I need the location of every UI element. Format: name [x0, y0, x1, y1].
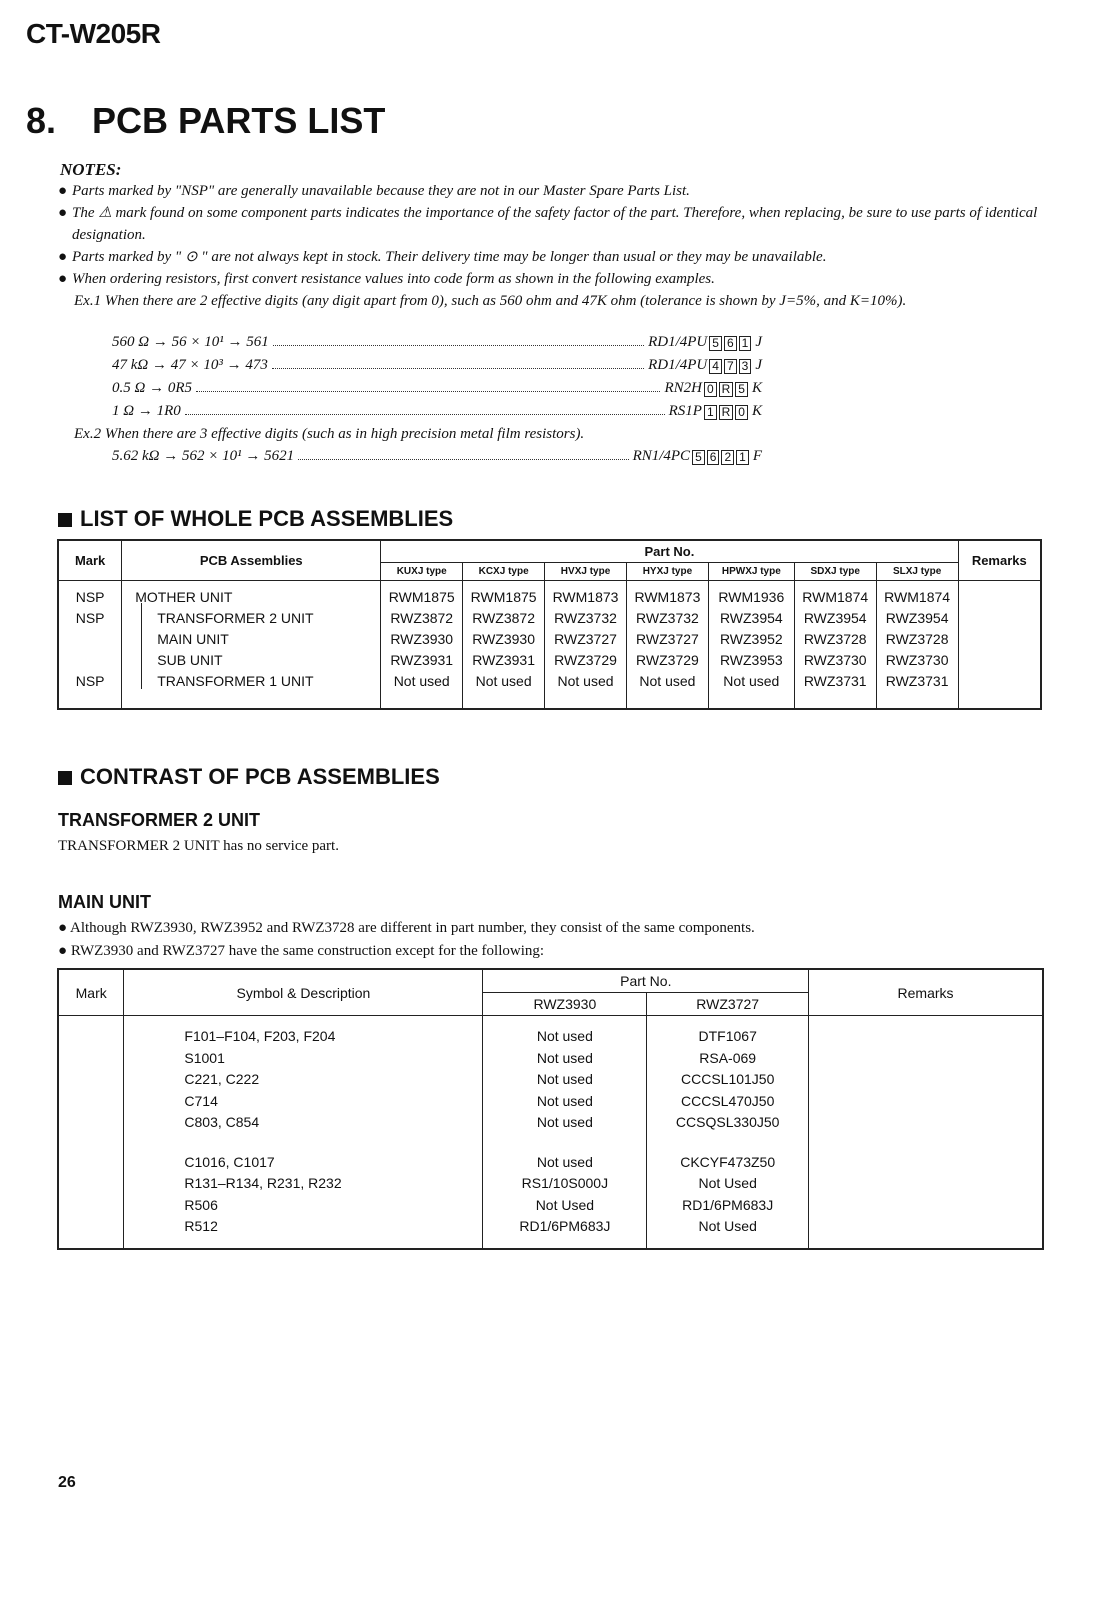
assembly-name: TRANSFORMER 1 UNIT	[157, 673, 314, 689]
part-col	[381, 581, 463, 709]
col-header-type: HPWXJ type	[708, 563, 794, 581]
example-code: RD1/4PU	[648, 334, 708, 350]
table-value: DTF1067	[698, 1028, 757, 1044]
part-number: RWZ3727	[554, 631, 617, 647]
assembly-name: TRANSFORMER 2 UNIT	[157, 610, 314, 626]
assembly-name: MOTHER UNIT	[135, 589, 233, 605]
table-value: Not used	[536, 1049, 593, 1066]
code-digit-box: 1	[736, 450, 749, 465]
part-number: RWZ3731	[885, 673, 949, 689]
assembly-name: MAIN UNIT	[157, 631, 229, 647]
part-col	[794, 581, 876, 709]
code-digit-box: 6	[707, 450, 720, 465]
table-value: R512	[184, 1218, 218, 1234]
part-number: RWZ3930	[472, 631, 536, 647]
col-header-mark: Mark	[58, 969, 124, 1016]
remarks-cell	[958, 581, 1041, 709]
part-number: RWM1873	[552, 589, 619, 605]
table-value: Not Used	[698, 1175, 757, 1191]
col-header-rwz3930: RWZ3930	[483, 993, 647, 1016]
table-value: R131–R134, R231, R232	[184, 1175, 342, 1191]
part-number: RWZ3731	[803, 673, 867, 689]
example-code: RD1/4PU	[648, 357, 708, 373]
example-suffix: J	[755, 334, 762, 350]
mark-cell	[58, 1016, 124, 1249]
leader-dots	[298, 459, 628, 460]
notes-heading: NOTES:	[60, 160, 122, 179]
transformer2-text: TRANSFORMER 2 UNIT has no service part.	[58, 838, 339, 854]
table-value: Not used	[536, 1071, 593, 1087]
col-header-part-no: Part No.	[483, 969, 809, 993]
page-number: 26	[58, 1474, 76, 1491]
col-header-type: HVXJ type	[545, 563, 627, 581]
part-number: RWM1875	[388, 589, 455, 605]
code-digit-box: R	[719, 382, 734, 397]
example-1-text: Ex.1 When there are 2 effective digits (any digit apart from 0), such as 560 ohm and 47K ohm (tolerance is shown by J=5%, and K=10%).	[74, 293, 907, 309]
table-value: RD1/6PM683J	[682, 1196, 774, 1213]
note-item: ● The ⚠ mark found on some component parts indicates the importance of the safety factor of the part. Therefore, when replacing, be sure to use parts of identical designation.	[58, 205, 1038, 243]
col-header-symbol: Symbol & Description	[124, 969, 483, 1016]
code-digit-box: 1	[704, 405, 717, 420]
code-digit-box: 0	[704, 382, 717, 397]
rwz3930-cell	[483, 1016, 647, 1249]
table-value: CCCSL470J50	[680, 1092, 775, 1109]
col-header-type: KCXJ type	[463, 563, 545, 581]
example-left: 560 Ω → 56 × 10¹ → 561	[112, 334, 269, 350]
code-digit-box: 5	[735, 382, 748, 397]
table-value: RS1/10S000J	[521, 1175, 609, 1191]
col-header-rwz3727: RWZ3727	[647, 993, 809, 1016]
section-title	[26, 100, 385, 142]
example-code: RN2H	[664, 380, 702, 396]
main-unit-bullet: ● RWZ3930 and RWZ3727 have the same construction except for the following:	[58, 943, 545, 959]
part-number: Not used	[475, 673, 532, 689]
part-number: RWZ3730	[885, 652, 949, 668]
rwz3727-cell	[647, 1016, 809, 1249]
leader-dots	[185, 414, 665, 415]
part-number: RWM1874	[884, 589, 951, 605]
part-number: RWM1936	[718, 589, 785, 605]
model-number: CT-W205R	[26, 18, 161, 49]
part-number: RWZ3732	[636, 610, 699, 626]
main-unit-title: MAIN UNIT	[58, 892, 151, 912]
code-digit-box: 5	[709, 336, 722, 351]
part-number: RWM1873	[634, 589, 701, 605]
col-header-remarks: Remarks	[809, 969, 1043, 1016]
note-item: ● When ordering resistors, first convert resistance values into code form as shown in the following examples.	[58, 271, 715, 287]
code-digit-box: 4	[709, 359, 722, 374]
note-item: ● Parts marked by " ⊙ " are not always kept in stock. Their delivery time may be longer than usual or they may be unavailable.	[58, 249, 827, 265]
part-number: RWZ3872	[390, 610, 454, 626]
col-header-mark: Mark	[58, 540, 122, 581]
col-header-remarks: Remarks	[958, 540, 1041, 581]
symbol-cell	[124, 1016, 483, 1249]
code-digit-box: 0	[735, 405, 748, 420]
example-suffix: J	[755, 357, 762, 373]
part-number: RWZ3728	[885, 631, 949, 647]
table-value: Not Used	[698, 1218, 757, 1234]
part-number: RWZ3729	[636, 652, 699, 668]
part-number: RWZ3952	[719, 631, 783, 647]
example-2-text: Ex.2 When there are 3 effective digits (such as in high precision metal film resistors).	[74, 426, 585, 442]
table-value: Not used	[536, 1028, 593, 1044]
table-value: F101–F104, F203, F204	[184, 1028, 336, 1044]
col-header-type: SLXJ type	[876, 563, 958, 581]
whole-pcb-table	[57, 539, 1042, 710]
part-number: RWZ3729	[554, 652, 617, 668]
part-number: RWM1874	[802, 589, 869, 605]
col-header-type: HYXJ type	[626, 563, 708, 581]
table-value: CCSQSL330J50	[675, 1114, 780, 1130]
note-item: ● Parts marked by "NSP" are generally unavailable because they are not in our Master Spare Parts List.	[58, 183, 690, 199]
whole-list-heading: LIST OF WHOLE PCB ASSEMBLIES	[58, 506, 453, 532]
part-number: RWZ3954	[719, 610, 783, 626]
example-suffix: K	[751, 380, 762, 396]
mark-value	[62, 629, 118, 650]
example-left: 5.62 kΩ → 562 × 10¹ → 5621	[112, 448, 295, 464]
col-header-type: SDXJ type	[794, 563, 876, 581]
table-value: C221, C222	[184, 1071, 260, 1087]
table-value: CCCSL101J50	[680, 1071, 775, 1087]
part-number: RWM1875	[470, 589, 537, 605]
code-digit-box: 3	[739, 359, 752, 374]
example-left: 47 kΩ → 47 × 10³ → 473	[112, 357, 268, 373]
example-row	[112, 380, 762, 397]
table-value: C714	[184, 1092, 218, 1109]
part-col	[626, 581, 708, 709]
mark-value: NSP	[75, 589, 105, 605]
part-col	[708, 581, 794, 709]
part-number: Not used	[557, 673, 614, 689]
table-value: Not used	[536, 1153, 593, 1170]
assemblies-cell	[122, 581, 381, 709]
part-number: RWZ3954	[885, 610, 949, 626]
part-number: RWZ3953	[719, 652, 783, 668]
code-digit-box: 7	[724, 359, 737, 374]
part-number: Not used	[639, 673, 696, 689]
col-header-part-no: Part No.	[381, 540, 958, 563]
part-number: RWZ3732	[554, 610, 617, 626]
table-value: Not used	[536, 1114, 593, 1130]
main-unit-table	[57, 968, 1044, 1250]
example-suffix: F	[752, 448, 762, 464]
example-row	[112, 357, 762, 374]
part-number: RWZ3727	[636, 631, 699, 647]
example-suffix: K	[751, 403, 762, 419]
mark-value: NSP	[75, 673, 105, 689]
part-number: Not used	[723, 673, 780, 689]
table-value: C803, C854	[184, 1114, 260, 1130]
example-code: RS1P	[668, 403, 702, 419]
example-code: RN1/4PC	[632, 448, 691, 464]
section-number: 8.	[26, 100, 57, 141]
table-value: CKCYF473Z50	[680, 1153, 776, 1170]
part-col	[876, 581, 958, 709]
part-col	[463, 581, 545, 709]
table-value: RSA-069	[699, 1049, 757, 1066]
mark-value	[62, 650, 118, 671]
example-row	[112, 334, 762, 351]
table-value: RD1/6PM683J	[519, 1218, 611, 1234]
part-number: RWZ3930	[390, 631, 454, 647]
part-number: RWZ3931	[390, 652, 454, 668]
remarks-cell	[809, 1016, 1043, 1249]
tree-trunk	[141, 603, 142, 689]
table-value: R506	[184, 1196, 218, 1213]
code-digit-box: 1	[739, 336, 752, 351]
part-number: RWZ3954	[803, 610, 867, 626]
code-digit-box: 5	[692, 450, 705, 465]
table-value: C1016, C1017	[184, 1153, 275, 1170]
col-header-type: KUXJ type	[381, 563, 463, 581]
leader-dots	[273, 345, 644, 346]
code-digit-box: R	[719, 405, 734, 420]
part-number: RWZ3728	[803, 631, 867, 647]
example-left: 1 Ω → 1R0	[112, 403, 181, 419]
col-header-assemblies: PCB Assemblies	[122, 540, 381, 581]
code-digit-box: 6	[724, 336, 737, 351]
part-number: RWZ3730	[803, 652, 867, 668]
assembly-name: SUB UNIT	[157, 652, 223, 668]
leader-dots	[272, 368, 644, 369]
mark-cell	[58, 581, 122, 709]
main-unit-bullet: ● Although RWZ3930, RWZ3952 and RWZ3728 are different in part number, they consist of the same components.	[58, 920, 755, 936]
table-value: S1001	[184, 1049, 225, 1066]
code-digit-box: 2	[721, 450, 734, 465]
contrast-heading: CONTRAST OF PCB ASSEMBLIES	[58, 764, 440, 790]
leader-dots	[196, 391, 660, 392]
mark-value: NSP	[75, 610, 105, 626]
part-col	[545, 581, 627, 709]
example-row	[112, 448, 762, 465]
example-left: 0.5 Ω → 0R5	[112, 380, 193, 396]
example-row	[112, 403, 762, 420]
part-number: RWZ3872	[472, 610, 536, 626]
table-value: Not used	[536, 1092, 593, 1109]
part-number: RWZ3931	[472, 652, 536, 668]
part-number: Not used	[393, 673, 450, 689]
transformer2-title: TRANSFORMER 2 UNIT	[58, 810, 260, 830]
table-value: Not Used	[535, 1196, 595, 1213]
section-title-text: PCB PARTS LIST	[92, 100, 386, 141]
